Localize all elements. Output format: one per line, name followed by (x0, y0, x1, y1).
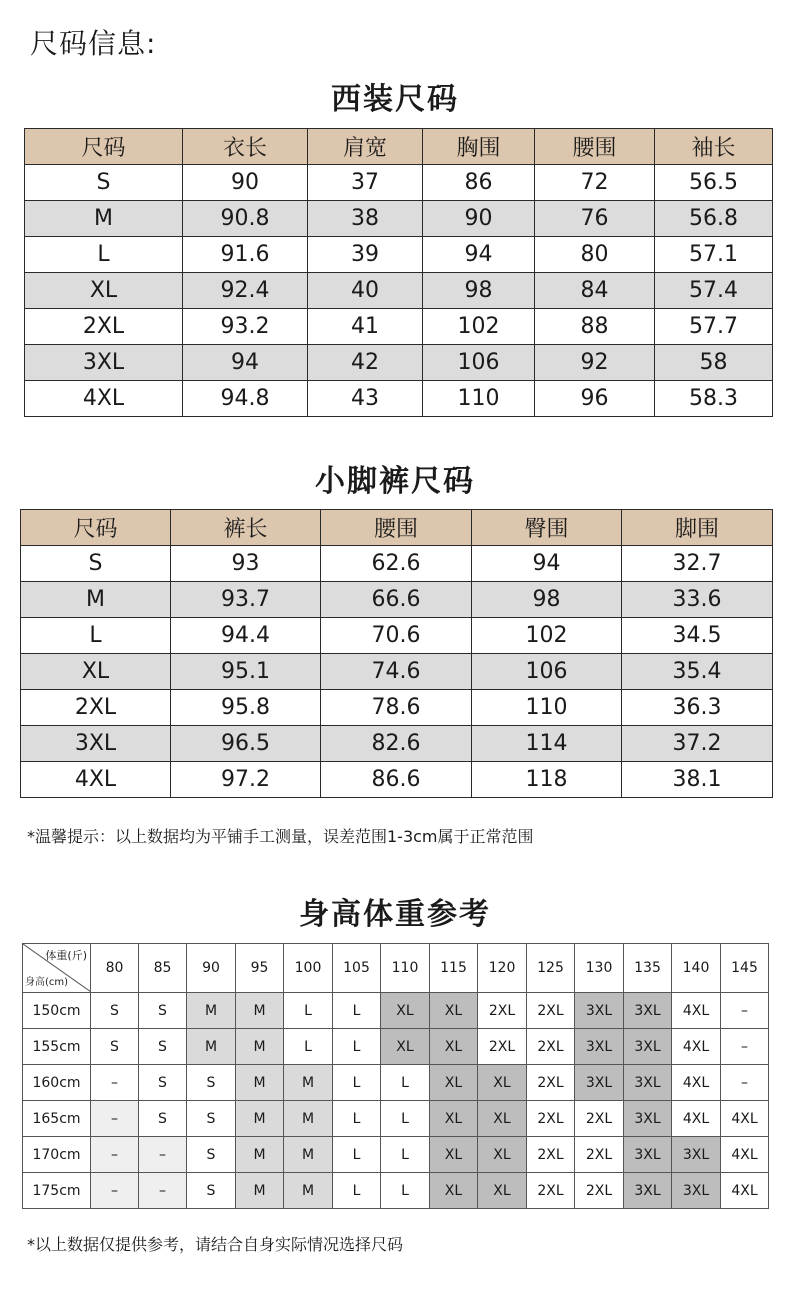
measurement-cell: 34.5 (622, 618, 773, 654)
size-recommendation-cell: 3XL (624, 1173, 672, 1209)
size-recommendation-cell: 4XL (672, 1065, 721, 1101)
suit-header-cell: 肩宽 (308, 129, 423, 165)
measurement-cell: 90 (423, 201, 535, 237)
suit-header-row (25, 129, 773, 165)
size-recommendation-cell: L (381, 1101, 430, 1137)
size-recommendation-cell: S (91, 1029, 139, 1065)
size-recommendation-cell: L (333, 1101, 381, 1137)
table-row (23, 1173, 769, 1209)
weight-header-cell: 105 (333, 944, 381, 993)
measurement-cell: 90.8 (183, 201, 308, 237)
size-recommendation-cell: M (236, 1029, 284, 1065)
size-recommendation-cell: – (721, 1065, 769, 1101)
table-row (25, 345, 773, 381)
size-recommendation-cell: M (236, 1173, 284, 1209)
size-recommendation-cell: L (333, 1137, 381, 1173)
size-label-cell: M (25, 201, 183, 237)
measurement-cell: 91.6 (183, 237, 308, 273)
height-cell: 160cm (23, 1065, 91, 1101)
measurement-cell: 43 (308, 381, 423, 417)
measurement-cell: 42 (308, 345, 423, 381)
table-row (21, 546, 773, 582)
pants-header-cell: 腰围 (321, 510, 472, 546)
size-recommendation-cell: 3XL (624, 1065, 672, 1101)
measurement-cell: 58.3 (655, 381, 773, 417)
size-recommendation-cell: 3XL (575, 1065, 624, 1101)
table-row (25, 381, 773, 417)
weight-header-cell: 130 (575, 944, 624, 993)
measurement-cell: 86.6 (321, 762, 472, 798)
measurement-cell: 38 (308, 201, 423, 237)
size-recommendation-cell: L (284, 993, 333, 1029)
measurement-cell: 94 (423, 237, 535, 273)
size-recommendation-cell: S (139, 1065, 187, 1101)
table-row (21, 690, 773, 726)
measurement-cell: 62.6 (321, 546, 472, 582)
size-recommendation-cell: M (284, 1137, 333, 1173)
weight-header-cell: 80 (91, 944, 139, 993)
size-recommendation-cell: – (139, 1173, 187, 1209)
size-recommendation-cell: XL (478, 1137, 527, 1173)
size-recommendation-cell: 2XL (527, 1029, 575, 1065)
suit-size-title: 西装尺码 (331, 82, 459, 117)
measurement-cell: 102 (423, 309, 535, 345)
pants-header-cell: 脚围 (622, 510, 773, 546)
table-row (21, 654, 773, 690)
size-recommendation-cell: – (721, 1029, 769, 1065)
measurement-cell: 110 (423, 381, 535, 417)
suit-size-table (24, 128, 773, 417)
size-label-cell: 4XL (25, 381, 183, 417)
measurement-cell: 93.2 (183, 309, 308, 345)
suit-header-cell: 袖长 (655, 129, 773, 165)
size-recommendation-cell: XL (381, 993, 430, 1029)
size-label-cell: 3XL (25, 345, 183, 381)
table-row (21, 582, 773, 618)
size-recommendation-cell: M (187, 993, 236, 1029)
measurement-cell: 94 (183, 345, 308, 381)
height-axis-label: 身高(cm) (25, 977, 69, 988)
size-recommendation-cell: 2XL (575, 1101, 624, 1137)
size-recommendation-cell: XL (430, 1029, 478, 1065)
size-recommendation-cell: XL (478, 1065, 527, 1101)
size-recommendation-cell: L (381, 1173, 430, 1209)
pants-size-table (20, 509, 773, 798)
size-recommendation-cell: L (284, 1029, 333, 1065)
measurement-cell: 57.4 (655, 273, 773, 309)
measurement-cell: 114 (472, 726, 622, 762)
reference-note: *以上数据仅提供参考，请结合自身实际情况选择尺码 (27, 1235, 404, 1254)
weight-header-cell: 90 (187, 944, 236, 993)
size-recommendation-cell: 2XL (527, 1065, 575, 1101)
table-row (21, 762, 773, 798)
measurement-cell: 66.6 (321, 582, 472, 618)
size-recommendation-cell: 2XL (478, 1029, 527, 1065)
size-recommendation-cell: M (236, 1137, 284, 1173)
measurement-cell: 97.2 (171, 762, 321, 798)
measurement-cell: 94 (472, 546, 622, 582)
measurement-cell: 37 (308, 165, 423, 201)
size-recommendation-cell: XL (430, 993, 478, 1029)
size-recommendation-cell: 2XL (527, 1173, 575, 1209)
measurement-note: *温馨提示：以上数据均为平铺手工测量，误差范围1-3cm属于正常范围 (27, 827, 534, 846)
size-recommendation-cell: L (333, 1173, 381, 1209)
measurement-cell: 88 (535, 309, 655, 345)
measurement-cell: 70.6 (321, 618, 472, 654)
measurement-cell: 96.5 (171, 726, 321, 762)
size-recommendation-cell: 3XL (672, 1173, 721, 1209)
table-row (23, 993, 769, 1029)
measurement-cell: 35.4 (622, 654, 773, 690)
page-heading: 尺码信息: (30, 27, 157, 60)
size-recommendation-cell: 3XL (624, 1137, 672, 1173)
measurement-cell: 74.6 (321, 654, 472, 690)
size-recommendation-cell: – (721, 993, 769, 1029)
height-cell: 175cm (23, 1173, 91, 1209)
measurement-cell: 32.7 (622, 546, 773, 582)
size-label-cell: 2XL (21, 690, 171, 726)
size-recommendation-cell: S (91, 993, 139, 1029)
table-row (23, 1101, 769, 1137)
measurement-cell: 56.5 (655, 165, 773, 201)
weight-header-cell: 115 (430, 944, 478, 993)
measurement-cell: 72 (535, 165, 655, 201)
size-label-cell: L (25, 237, 183, 273)
weight-header-cell: 125 (527, 944, 575, 993)
measurement-cell: 37.2 (622, 726, 773, 762)
reference-title: 身高体重参考 (299, 897, 491, 932)
table-row (25, 309, 773, 345)
measurement-cell: 106 (423, 345, 535, 381)
measurement-cell: 92.4 (183, 273, 308, 309)
measurement-cell: 93 (171, 546, 321, 582)
height-cell: 165cm (23, 1101, 91, 1137)
size-recommendation-cell: 2XL (527, 993, 575, 1029)
weight-axis-label: 体重(斤) (45, 949, 87, 962)
size-label-cell: 4XL (21, 762, 171, 798)
size-recommendation-cell: 4XL (721, 1137, 769, 1173)
measurement-cell: 93.7 (171, 582, 321, 618)
measurement-cell: 38.1 (622, 762, 773, 798)
size-label-cell: 3XL (21, 726, 171, 762)
measurement-cell: 110 (472, 690, 622, 726)
size-recommendation-cell: L (333, 1029, 381, 1065)
size-recommendation-cell: 3XL (624, 1101, 672, 1137)
weight-header-cell: 85 (139, 944, 187, 993)
size-label-cell: S (25, 165, 183, 201)
size-recommendation-cell: S (187, 1101, 236, 1137)
measurement-cell: 40 (308, 273, 423, 309)
size-label-cell: L (21, 618, 171, 654)
size-recommendation-cell: 4XL (721, 1173, 769, 1209)
size-recommendation-cell: M (187, 1029, 236, 1065)
weight-header-cell: 95 (236, 944, 284, 993)
table-row (21, 618, 773, 654)
measurement-cell: 57.1 (655, 237, 773, 273)
height-weight-reference-table (22, 943, 769, 1209)
size-recommendation-cell: 4XL (672, 993, 721, 1029)
measurement-cell: 76 (535, 201, 655, 237)
table-row (25, 201, 773, 237)
measurement-cell: 98 (423, 273, 535, 309)
table-row (25, 165, 773, 201)
suit-header-cell: 胸围 (423, 129, 535, 165)
measurement-cell: 86 (423, 165, 535, 201)
measurement-cell: 84 (535, 273, 655, 309)
size-recommendation-cell: S (187, 1137, 236, 1173)
size-label-cell: 2XL (25, 309, 183, 345)
size-recommendation-cell: L (381, 1137, 430, 1173)
size-recommendation-cell: S (187, 1065, 236, 1101)
size-recommendation-cell: 2XL (478, 993, 527, 1029)
suit-header-cell: 尺码 (25, 129, 183, 165)
measurement-cell: 90 (183, 165, 308, 201)
size-recommendation-cell: XL (381, 1029, 430, 1065)
size-recommendation-cell: XL (478, 1173, 527, 1209)
size-recommendation-cell: XL (430, 1065, 478, 1101)
size-recommendation-cell: S (139, 1029, 187, 1065)
size-recommendation-cell: 2XL (527, 1101, 575, 1137)
suit-header-cell: 衣长 (183, 129, 308, 165)
size-recommendation-cell: M (236, 993, 284, 1029)
measurement-cell: 94.8 (183, 381, 308, 417)
size-recommendation-cell: M (284, 1101, 333, 1137)
measurement-cell: 33.6 (622, 582, 773, 618)
measurement-cell: 39 (308, 237, 423, 273)
measurement-cell: 95.1 (171, 654, 321, 690)
weight-header-cell: 145 (721, 944, 769, 993)
measurement-cell: 95.8 (171, 690, 321, 726)
size-recommendation-cell: M (284, 1173, 333, 1209)
table-row (25, 273, 773, 309)
table-row (23, 1065, 769, 1101)
pants-header-row (21, 510, 773, 546)
size-recommendation-cell: – (91, 1173, 139, 1209)
weight-header-cell: 135 (624, 944, 672, 993)
measurement-cell: 102 (472, 618, 622, 654)
size-recommendation-cell: S (187, 1173, 236, 1209)
size-recommendation-cell: M (284, 1065, 333, 1101)
size-recommendation-cell: XL (430, 1173, 478, 1209)
measurement-cell: 118 (472, 762, 622, 798)
size-recommendation-cell: XL (430, 1137, 478, 1173)
measurement-cell: 92 (535, 345, 655, 381)
height-cell: 150cm (23, 993, 91, 1029)
measurement-cell: 94.4 (171, 618, 321, 654)
size-recommendation-cell: 3XL (575, 1029, 624, 1065)
pants-size-title: 小脚裤尺码 (315, 464, 475, 499)
size-label-cell: XL (25, 273, 183, 309)
measurement-cell: 58 (655, 345, 773, 381)
size-recommendation-cell: – (91, 1137, 139, 1173)
measurement-cell: 106 (472, 654, 622, 690)
size-recommendation-cell: – (91, 1065, 139, 1101)
weight-header-cell: 110 (381, 944, 430, 993)
size-recommendation-cell: 4XL (672, 1029, 721, 1065)
weight-header-cell: 140 (672, 944, 721, 993)
size-label-cell: XL (21, 654, 171, 690)
measurement-cell: 80 (535, 237, 655, 273)
measurement-cell: 78.6 (321, 690, 472, 726)
size-recommendation-cell: – (139, 1137, 187, 1173)
size-recommendation-cell: M (236, 1065, 284, 1101)
size-recommendation-cell: M (236, 1101, 284, 1137)
size-label-cell: S (21, 546, 171, 582)
size-recommendation-cell: 3XL (672, 1137, 721, 1173)
size-recommendation-cell: 4XL (672, 1101, 721, 1137)
size-recommendation-cell: L (333, 1065, 381, 1101)
measurement-cell: 57.7 (655, 309, 773, 345)
size-recommendation-cell: S (139, 993, 187, 1029)
measurement-cell: 98 (472, 582, 622, 618)
weight-header-cell: 100 (284, 944, 333, 993)
table-row (23, 1137, 769, 1173)
size-recommendation-cell: 2XL (575, 1137, 624, 1173)
table-row (25, 237, 773, 273)
table-row (21, 726, 773, 762)
measurement-cell: 41 (308, 309, 423, 345)
size-recommendation-cell: 3XL (624, 993, 672, 1029)
weight-header-cell: 120 (478, 944, 527, 993)
measurement-cell: 56.8 (655, 201, 773, 237)
suit-header-cell: 腰围 (535, 129, 655, 165)
size-recommendation-cell: XL (478, 1101, 527, 1137)
size-recommendation-cell: L (333, 993, 381, 1029)
pants-header-cell: 裤长 (171, 510, 321, 546)
table-row (23, 1029, 769, 1065)
measurement-cell: 82.6 (321, 726, 472, 762)
measurement-cell: 96 (535, 381, 655, 417)
size-label-cell: M (21, 582, 171, 618)
corner-cell (23, 944, 91, 993)
size-recommendation-cell: XL (430, 1101, 478, 1137)
size-recommendation-cell: 3XL (624, 1029, 672, 1065)
height-cell: 170cm (23, 1137, 91, 1173)
pants-header-cell: 尺码 (21, 510, 171, 546)
size-recommendation-cell: – (91, 1101, 139, 1137)
pants-header-cell: 臀围 (472, 510, 622, 546)
size-recommendation-cell: 2XL (527, 1137, 575, 1173)
size-recommendation-cell: 3XL (575, 993, 624, 1029)
size-recommendation-cell: 2XL (575, 1173, 624, 1209)
size-recommendation-cell: S (139, 1101, 187, 1137)
height-cell: 155cm (23, 1029, 91, 1065)
size-recommendation-cell: 4XL (721, 1101, 769, 1137)
size-recommendation-cell: L (381, 1065, 430, 1101)
measurement-cell: 36.3 (622, 690, 773, 726)
